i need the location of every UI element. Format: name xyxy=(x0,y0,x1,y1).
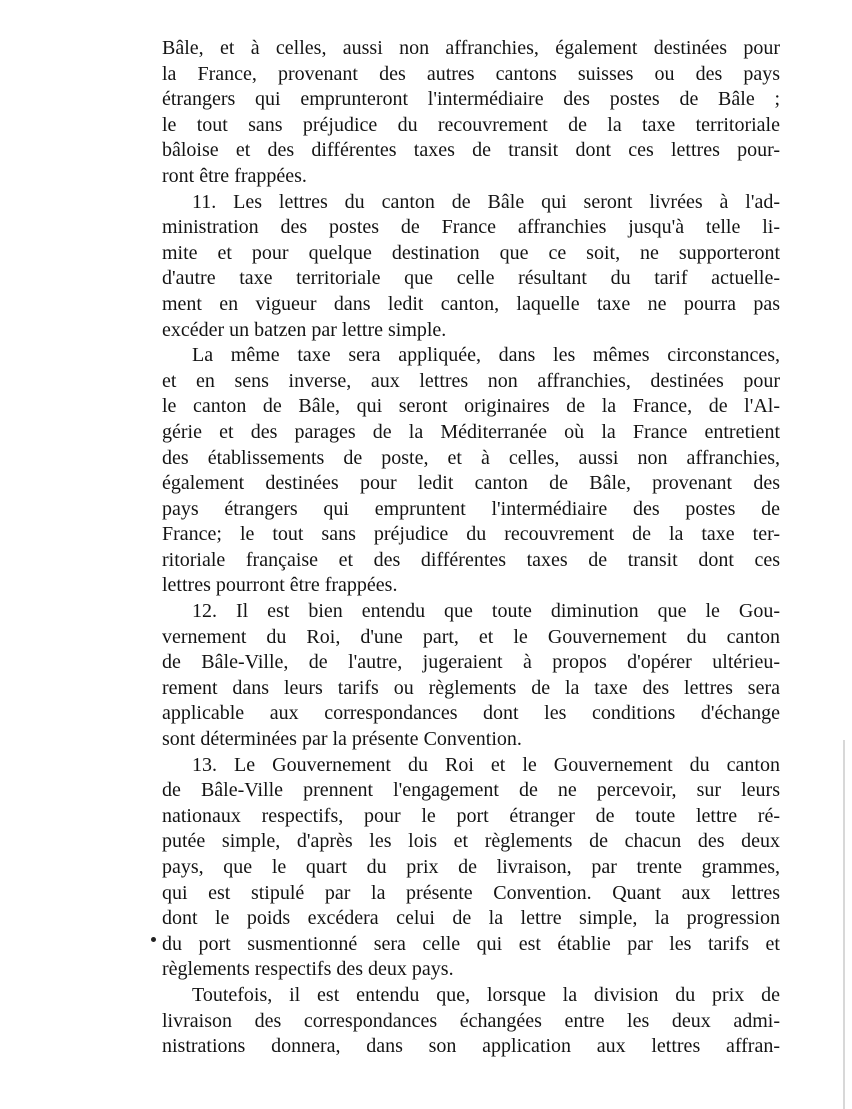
text-line: le canton de Bâle, qui seront originaires de la France, de l'Al- xyxy=(162,395,780,418)
text-line: ment en vigueur dans ledit canton, laquelle taxe ne pourra pas xyxy=(162,292,780,315)
text-line: excéder un batzen par lettre simple. xyxy=(162,318,447,341)
text-line: règlements respectifs des deux pays. xyxy=(162,958,454,981)
text-line: qui est stipulé par la présente Convention. Quant aux lettres xyxy=(162,881,780,904)
text-line: putée simple, d'après les lois et règlements de chacun des deux xyxy=(162,830,780,853)
text-line: nistrations donnera, dans son application aux lettres affran- xyxy=(162,1035,780,1058)
text-line: applicable aux correspondances dont les conditions d'échange xyxy=(162,702,780,725)
text-line: de Bâle-Ville prennent l'engagement de ne percevoir, sur leurs xyxy=(162,779,780,802)
body-text xyxy=(162,36,780,1060)
text-line: Bâle, et à celles, aussi non affranchies, également destinées pour xyxy=(162,37,780,59)
text-line: ront être frappées. xyxy=(162,164,307,187)
article-13-start: 13. Le Gouvernement du Roi et le Gouvernement du canton xyxy=(192,753,780,776)
text-line: vernement du Roi, d'une part, et le Gouvernement du canton xyxy=(162,625,780,648)
article-11-start: 11. Les lettres du canton de Bâle qui seront livrées à l'ad- xyxy=(192,190,780,213)
text-line: rement dans leurs tarifs ou règlements de la taxe des lettres sera xyxy=(162,676,780,699)
paragraph-start: Toutefois, il est entendu que, lorsque la division du prix de xyxy=(192,983,780,1006)
text-line: mite et pour quelque destination que ce soit, ne supporteront xyxy=(162,241,780,264)
text-line: et en sens inverse, aux lettres non affranchies, destinées pour xyxy=(162,369,780,392)
text-line: pays, que le quart du prix de livraison, par trente grammes, xyxy=(162,856,780,878)
text-line: également destinées pour ledit canton de Bâle, provenant des xyxy=(162,472,780,495)
text-line: d'autre taxe territoriale que celle résultant du tarif actuelle- xyxy=(162,267,780,290)
text-line: lettres pourront être frappées. xyxy=(162,574,398,597)
text-line: gérie et des parages de la Méditerranée où la France entretient xyxy=(162,420,780,443)
text-line: étrangers qui emprunteront l'intermédiaire des postes de Bâle ; xyxy=(162,88,780,111)
text-line: bâloise et des différentes taxes de transit dont ces lettres pour- xyxy=(162,139,780,162)
text-line: livraison des correspondances échangées entre les deux admi- xyxy=(162,1009,780,1032)
article-12-start: 12. Il est bien entendu que toute diminution que le Gou- xyxy=(192,600,780,623)
text-line: nationaux respectifs, pour le port étranger de toute lettre ré- xyxy=(162,804,780,827)
text-line: du port susmentionné sera celle qui est établie par les tarifs et xyxy=(162,932,780,955)
text-line: le tout sans préjudice du recouvrement de la taxe territoriale xyxy=(162,113,780,136)
text-line: la France, provenant des autres cantons suisses ou des pays xyxy=(162,62,780,85)
text-line: France; le tout sans préjudice du recouvrement de la taxe ter- xyxy=(162,523,780,546)
scan-edge-line xyxy=(843,740,845,1109)
text-line: de Bâle-Ville, de l'autre, jugeraient à propos d'opérer ultérieu- xyxy=(162,651,780,674)
text-line: ministration des postes de France affranchies jusqu'à telle li- xyxy=(162,216,780,239)
text-line: pays étrangers qui empruntent l'intermédiaire des postes de xyxy=(162,497,780,520)
text-line: sont déterminées par la présente Convention. xyxy=(162,728,522,751)
margin-mark xyxy=(151,937,156,942)
paragraph-start: La même taxe sera appliquée, dans les mêmes circonstances, xyxy=(192,344,780,367)
text-line: dont le poids excédera celui de la lettre simple, la progression xyxy=(162,907,780,930)
text-line: des établissements de poste, et à celles, aussi non affranchies, xyxy=(162,446,780,469)
text-line: ritoriale française et des différentes taxes de transit dont ces xyxy=(162,548,780,571)
